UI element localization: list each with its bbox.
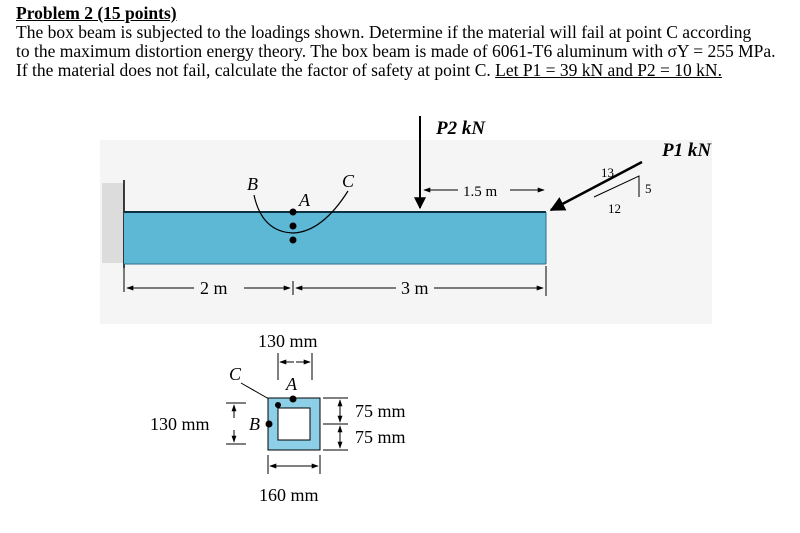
- section-dot-a: [290, 396, 297, 403]
- section-point-c: C: [229, 364, 242, 384]
- p1-label: P1 kN: [662, 140, 712, 161]
- section-point-a: A: [286, 374, 297, 394]
- section-right-dim-top: 75 mm: [355, 401, 406, 421]
- problem-line-1: The box beam is subjected to the loadings shown. Determine if the material will fail at point C according: [16, 22, 752, 42]
- section-left-dim: 130 mm: [150, 414, 210, 434]
- section-top-dim: 130 mm: [258, 331, 318, 351]
- section-bottom-dim: 160 mm: [259, 485, 319, 505]
- problem-line-2: to the maximum distortion energy theory. The box beam is made of 6061-T6 aluminum with σY = 255 MPa.: [16, 41, 776, 61]
- dim-right-label: 3 m: [401, 278, 429, 298]
- beam-point-c: C: [342, 171, 355, 191]
- point-dot-middle: [290, 223, 297, 230]
- box-beam: [124, 212, 546, 264]
- fixed-support: [102, 183, 124, 263]
- section-point-b: B: [249, 414, 260, 434]
- section-dot-b: [266, 421, 273, 428]
- point-dot-bottom: [290, 237, 297, 244]
- dim-left-label: 2 m: [200, 278, 228, 298]
- slope-vertical: 5: [645, 181, 652, 196]
- point-dot-top: [290, 209, 297, 216]
- section-right-dim-bottom: 75 mm: [355, 427, 406, 447]
- beam-point-b: B: [247, 174, 258, 194]
- section-dot-c: [275, 402, 281, 408]
- beam-point-a: A: [299, 190, 310, 210]
- slope-horizontal: 12: [608, 201, 621, 216]
- problem-line-3-text: If the material does not fail, calculate the factor of safety at point C.: [16, 60, 496, 80]
- slope-hypotenuse: 13: [601, 165, 614, 180]
- distance-label: 1.5 m: [463, 184, 498, 200]
- box-section-inner: [278, 408, 310, 440]
- problem-heading: Problem 2 (15 points): [16, 3, 177, 23]
- given-loads: Let P1 = 39 kN and P2 = 10 kN.: [495, 60, 722, 80]
- p2-label: P2 kN: [436, 118, 486, 139]
